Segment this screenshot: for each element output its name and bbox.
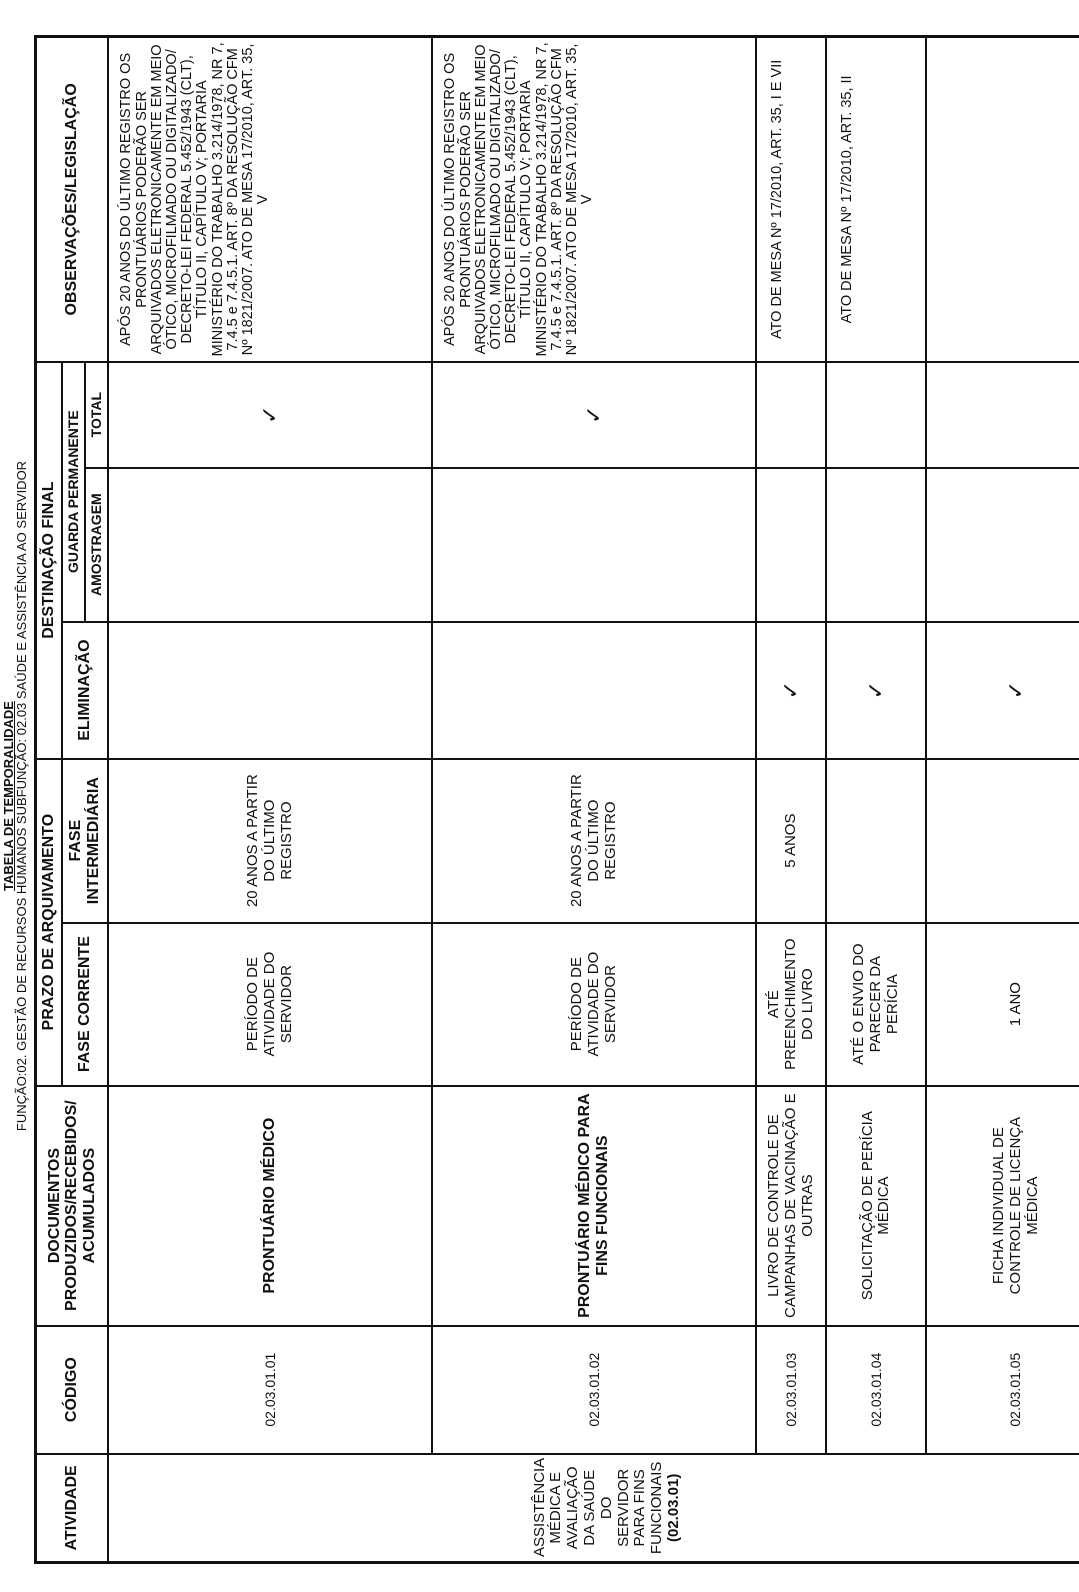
table-row [756,37,826,1563]
table-row [826,37,926,1563]
header-eliminacao: ELIMINAÇÃO [62,622,109,759]
check-mark-icon: ✓ [778,680,804,700]
amostragem-cell [756,468,826,622]
fase-intermediaria-cell: 5 ANOS [756,759,826,923]
amostragem-cell [432,468,756,622]
fase-corrente-cell: ATÉ PREENCHIMENTO DO LIVRO [756,923,826,1086]
total-cell [826,362,926,468]
total-cell [432,362,756,468]
fase-intermediaria-cell [926,759,1079,923]
page-title: TABELA DE TEMPORALIDADE [1,701,16,891]
header-destinacao: DESTINAÇÃO FINAL [36,362,62,759]
eliminacao-cell [826,622,926,759]
amostragem-cell [108,468,432,622]
check-mark-icon: ✓ [1002,680,1028,700]
observacoes-cell [926,37,1079,362]
table-row [926,37,1079,1563]
eliminacao-cell [926,622,1079,759]
check-mark-icon: ✓ [257,405,283,424]
codigo-cell: 02.03.01.02 [432,1326,756,1454]
observacoes-cell: APÓS 20 ANOS DO ÚLTIMO REGISTRO OS PRONTUÁRIOS PODERÃO SER ARQUIVADOS ELETRONICAMENTE EM MEIO ÓTICO, MICROFILMADO OU DIGITALIZADO/ DECRETO-LEI FEDERAL 5.452/1943 (CLT), TÍTULO II, CAPÍTULO V; PORTARIA MINISTÉRIO DO TRABALHO 3.214/1978, NR 7, 7.4.5 e 7.4.5.1. ART. 8º DA RESOLUÇÃO CFM Nº 1821/2007. ATO DE MESA 17/2010, ART. 35, V [108,37,432,362]
documento-cell: PRONTUÁRIO MÉDICO [108,1086,432,1326]
observacoes-cell: ATO DE MESA Nº 17/2010, ART. 35, II [826,37,926,362]
fase-intermediaria-cell [826,759,926,923]
observacoes-cell: APÓS 20 ANOS DO ÚLTIMO REGISTRO OS PRONTUÁRIOS PODERÃO SER ARQUIVADOS ELETRONICAMENTE EM MEIO ÓTICO, MICROFILMADO OU DIGITALIZADO/ DECRETO-LEI FEDERAL 5.452/1943 (CLT), TÍTULO II, CAPÍTULO V; PORTARIA MINISTÉRIO DO TRABALHO 3.214/1978, NR 7, 7.4.5 e 7.4.5.1. ART. 8º DA RESOLUÇÃO CFM Nº 1821/2007. ATO DE MESA 17/2010, ART. 35, V [432,37,756,362]
header-prazo: PRAZO DE ARQUIVAMENTO [36,759,62,1086]
header-codigo: CÓDIGO [36,1326,109,1454]
temporality-table [34,35,1079,1564]
header-total: TOTAL [85,362,108,468]
activity-cell [108,1454,1079,1563]
header-guarda-permanente: GUARDA PERMANENTE [62,362,85,622]
codigo-cell: 02.03.01.05 [926,1326,1079,1454]
fase-intermediaria-cell: 20 ANOS A PARTIR DO ÚLTIMO REGISTRO [108,759,432,923]
codigo-cell: 02.03.01.01 [108,1326,432,1454]
header-documentos: DOCUMENTOS PRODUZIDOS/RECEBIDOS/ ACUMULADOS [36,1086,109,1326]
header-fase-intermediaria: FASE INTERMEDIÁRIA [62,759,109,923]
activity-label: ASSISTÊNCIA MÉDICA E AVALIAÇÃO DA SAÚDE DO SERVIDOR PARA FINS FUNCIONAIS [530,1457,666,1557]
observacoes-cell: ATO DE MESA Nº 17/2010, ART. 35, I E VII [756,37,826,362]
fase-corrente-cell: ATÉ O ENVIO DO PARECER DA PERÍCIA [826,923,926,1086]
documento-cell: SOLICITAÇÃO DE PERÍCIA MÉDICA [826,1086,926,1326]
fase-intermediaria-cell: 20 ANOS A PARTIR DO ÚLTIMO REGISTRO [432,759,756,923]
header-atividade: ATIVIDADE [36,1454,109,1563]
table-row [108,37,432,1563]
codigo-cell: 02.03.01.04 [826,1326,926,1454]
check-mark-icon: ✓ [863,680,889,700]
amostragem-cell [826,468,926,622]
documento-cell: PRONTUÁRIO MÉDICO PARA FINS FUNCIONAIS [432,1086,756,1326]
activity-code: (02.03.01) [664,1473,682,1543]
total-cell [108,362,432,468]
documento-cell: LIVRO DE CONTROLE DE CAMPANHAS DE VACINAÇÃO E OUTRAS [756,1086,826,1326]
header-observacoes: OBSERVAÇÕES/LEGISLAÇÃO [36,37,109,362]
codigo-cell: 02.03.01.03 [756,1326,826,1454]
total-cell [756,362,826,468]
eliminacao-cell [756,622,826,759]
page-subtitle: FUNÇÃO:02. GESTÃO DE RECURSOS HUMANOS SUBFUNÇÃO: 02.03 SAÚDE E ASSISTÊNCIA AO SERVIDOR [14,460,29,1132]
check-mark-icon: ✓ [581,405,607,424]
fase-corrente-cell: 1 ANO [926,923,1079,1086]
eliminacao-cell [108,622,432,759]
documento-cell: FICHA INDIVIDUAL DE CONTROLE DE LICENÇA MÉDICA [926,1086,1079,1326]
table-row [432,37,756,1563]
fase-corrente-cell: PERÍODO DE ATIVIDADE DO SERVIDOR [432,923,756,1086]
header-fase-corrente: FASE CORRENTE [62,923,109,1086]
fase-corrente-cell: PERÍODO DE ATIVIDADE DO SERVIDOR [108,923,432,1086]
eliminacao-cell [432,622,756,759]
header-amostragem: AMOSTRAGEM [85,468,108,622]
amostragem-cell [926,468,1079,622]
total-cell [926,362,1079,468]
